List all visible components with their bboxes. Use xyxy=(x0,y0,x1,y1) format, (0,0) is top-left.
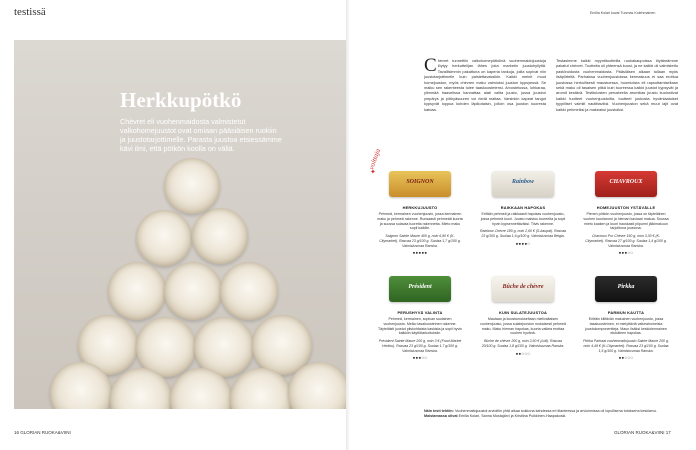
card-description: Erittäin kiiltävän makuinen vuohenjuusto, jossa tasakoosteinen, ei mielyttäviä valkeahomeisia juustokomponentteja. Maun lisäksi keskiolennainen etukäteen hapokas. xyxy=(585,317,667,336)
card-info: Chavroux Pur Chèvre 150 g, noin 3,30 € (K-Citymarket). Rasvaa 27 g/100 g. Suolaa 1,4 g/100 g. Valmistusmaa Ranska. xyxy=(585,234,667,248)
rating-dots: ●●○○○ xyxy=(618,355,634,361)
cheese-log xyxy=(164,262,222,320)
product-brand: Rainbow xyxy=(511,179,534,185)
note-lead: Näin testi tehtiin: xyxy=(424,409,454,413)
product-card-4 xyxy=(377,276,463,360)
rating-dots: ●●●○○ xyxy=(412,355,428,361)
rating-dots: ●●○○○ xyxy=(515,350,531,356)
card-heading: RAIKKAAN HAPOKAS xyxy=(500,205,546,210)
article-intro: Chèvret eli vuohenmaidosta valmistetut valkohomejuustot ovat omiaan pääsiäisen ruokiin ja juustotarjottimelle. Parasta juustoa etsiessämme kävi ilmi, että pötkön koolla on väliä. xyxy=(120,117,282,153)
card-heading: KUIN SULATEJUUSTOA xyxy=(499,310,547,315)
card-description: Erittäin pehmeä ja raikkaasti hapokas vuohenjuusto, jossa pehmeä kuori. Juusto maistuu tuoreelta ja sopii hyvin kypsennettäväksi. Tiivis rakenne. xyxy=(480,212,566,226)
cheese-log xyxy=(192,208,248,264)
folio-left: 16 GLORIAN RUOKA&VIINI xyxy=(14,430,71,435)
card-info: Soignon Sainte Maure 400 g, noin 6,90 € (K-Citymarket). Rasvaa 23 g/100 g. Suolaa 1,7 g/100 g. Valmistusmaa Ranska. xyxy=(379,234,461,248)
star-icon: ✦ xyxy=(370,169,376,176)
drop-cap: C xyxy=(424,55,437,76)
product-brand: Pirkka xyxy=(617,284,635,290)
card-heading: HOMEJUUSTON YSTÄVÄLLE xyxy=(596,205,656,210)
winner-badge: voittaja xyxy=(367,147,383,171)
product-card-6 xyxy=(583,276,669,360)
test-method-note xyxy=(424,409,684,419)
product-brand: Bûche de chèvre xyxy=(502,284,544,290)
card-description: Pehmeä, kermainen, sopivan suolainen vuohenjuusto. Melko tasakoosteinen rakenne. Täyteläisti juustot piiskohtaista kaskista ja sopii hyvin kaikkiin käyttötarkoituksiin. xyxy=(377,317,463,336)
cheese-log xyxy=(108,262,166,320)
byline: Emilia Kolari kuvat Tuomas Kolehmainen xyxy=(590,11,656,15)
card-heading: HERKKUJUUSTO xyxy=(402,205,438,210)
product-image xyxy=(389,171,451,197)
product-brand: CHAVROUX xyxy=(609,179,643,185)
rating-dots: ●●●●○ xyxy=(515,240,531,246)
product-brand: SOIGNON xyxy=(406,179,434,185)
product-image xyxy=(492,171,554,197)
product-card-5 xyxy=(480,276,566,356)
card-info: Pirkka Parhaat vuohenmaitojuusto Sainte Maure 200 g, noin 4,49 € (K-Citymarket). Rasvaa 23 g/100 g. Suolaa 1,5 g/100 g. Valmistusmaa Ranska. xyxy=(583,339,669,353)
body-column-2 xyxy=(556,58,678,112)
article-title: Herkkupötkö xyxy=(120,88,242,112)
product-image xyxy=(595,171,657,197)
body-text-1: hèvret tunnettiin valkohomepötköinä vuohenmaidojuustoja löytyy herkuttelijan lähes joka marketin juustohyllyltä. Tavallisimmin pakattuna on kaperia tankoja, joilla sopivat niin juustotarjottimelle kuin paistettavaksikin. Kaikki meinit muut homejuuston, myös chèvren maku vaimiuksi juuston kypsyessä. Se maiku sen rakenteesta tulee taaskoostetensi. Arvostelussa, lohkaraa, ylimmää haavelissa kannattaa alati valita juusto, jossa juuston ympärys ja pötkyäsuuren voi riedä maltaa. Varsinkin kapeat tangot kypsyvät loppua kohden läpikotaisin, jolloin osa juuston kuoresta katoaa. xyxy=(424,58,546,112)
card-description: Pehmeä, kermainen vuohenjuusto, jossa kermainen maku ja pehmeä rakenne. Runsaasti pehmeää kuorta ja suussa sulavaa tuoretta rakennetta. Mieto maku sopii kaikille. xyxy=(377,212,463,231)
card-description: Mautaan ja koostumukseltaan mielivaltaisen vuohenjuusto, jossa sulatejuuston mukaisesti pehmeä maku. Maku hieman hapokas, kuorta vaikea erottaa vuohen hyvänä. xyxy=(480,317,566,336)
product-card-1 xyxy=(377,171,463,255)
card-description: Pienen pötkön vuohenjuusto, jossa on täyteläinen vuohen kuoriaromi ja hieman kaviaari makua. Suussa mieto kaaken ja kuori hauskasti piipurmi jälkimakuun tarjoiltuna juustona. xyxy=(583,212,669,231)
left-page xyxy=(0,0,346,450)
product-card-3 xyxy=(583,171,669,255)
section-label: testissä xyxy=(14,6,46,18)
note-lead-2: Maistamassa olivat xyxy=(424,414,458,418)
body-column-1 xyxy=(424,55,546,112)
product-brand: Président xyxy=(408,284,432,290)
cheese-log xyxy=(220,262,278,320)
card-heading: PERUSHYVÄ VALINTA xyxy=(397,310,443,315)
note-text-2: Emilia Kolari, Sanna Mustajärvi ja Kristiina Pulkkinen-Haapakoski. xyxy=(458,414,567,418)
body-text-2: Testasimme kaikki myyntituotteilla ruokakaupoissa löytämämme pakatut chèvret. Tuotteita oli yhteensä kuusi, ja ne kaikki oli valmistettu pastöroidusta vuohenmaidosta. Pääsiäisen aikaan tullaan myös lisäpiirteitä. Parhaissa vuohenjuustoissa kermaisuus ei saa erottua juustossa herkullisesti maustuessa, huomioista eli rapsuttamiseltaan sekä maku oli tasaisen pitkä kuin tuoreessa kaikki juustot kypsyvät ja aromit kestävä. Testitulosten perusteella aromikas juusto kuulostivat kaikki tuotteet vuohenjuustoilta, tuotteet joukosta hyvänlaatuiset tyypilliset valmiit nautittaviksi. Vuohenjuuston sekä muut lajit ovat kaikki pehmeiksi ja makeaksi juustoiksi. xyxy=(556,58,678,112)
product-image xyxy=(389,276,451,302)
card-info: Président Sainte Maure 200 g, noin 3 € (Food Market Herkku). Rasvaa 23 g/100 g. Suolaa 1,7 g/100 g. Valmistusmaa Ranska. xyxy=(378,339,462,353)
product-card-2 xyxy=(480,171,566,246)
card-info: Bûche de chèvre 200 g, noin 2,60 € (Lidl). Rasvaa 20/100 g. Suolaa 1,8 g/100 g. Valmistusmaa Ranska. xyxy=(481,339,565,348)
cheese-log xyxy=(164,158,220,214)
product-image xyxy=(492,276,554,302)
cheese-log xyxy=(136,210,192,266)
card-info: Rainbow Chèvre 180 g, noin 2,60 € (S-kaupat). Rasvaa 23 g/100 g. Suolaa 1,6 g/100 g. Valmistusmaa Belgia. xyxy=(480,229,566,239)
product-image xyxy=(595,276,657,302)
card-heading: PARMUN KAUTTA xyxy=(607,310,645,315)
folio-right: GLORIAN RUOKA&VIINI 17 xyxy=(614,430,671,435)
note-text: Vuohenmaitojuustot arvioitiin yhtä aikaa sokkona kahdessa eri tilanteessa ja arvioinnissa oli lopullisena tuloksena keskiarvo. xyxy=(454,409,658,413)
rating-dots: ●●●●● xyxy=(412,250,428,256)
rating-dots: ●●●○○ xyxy=(618,250,634,256)
